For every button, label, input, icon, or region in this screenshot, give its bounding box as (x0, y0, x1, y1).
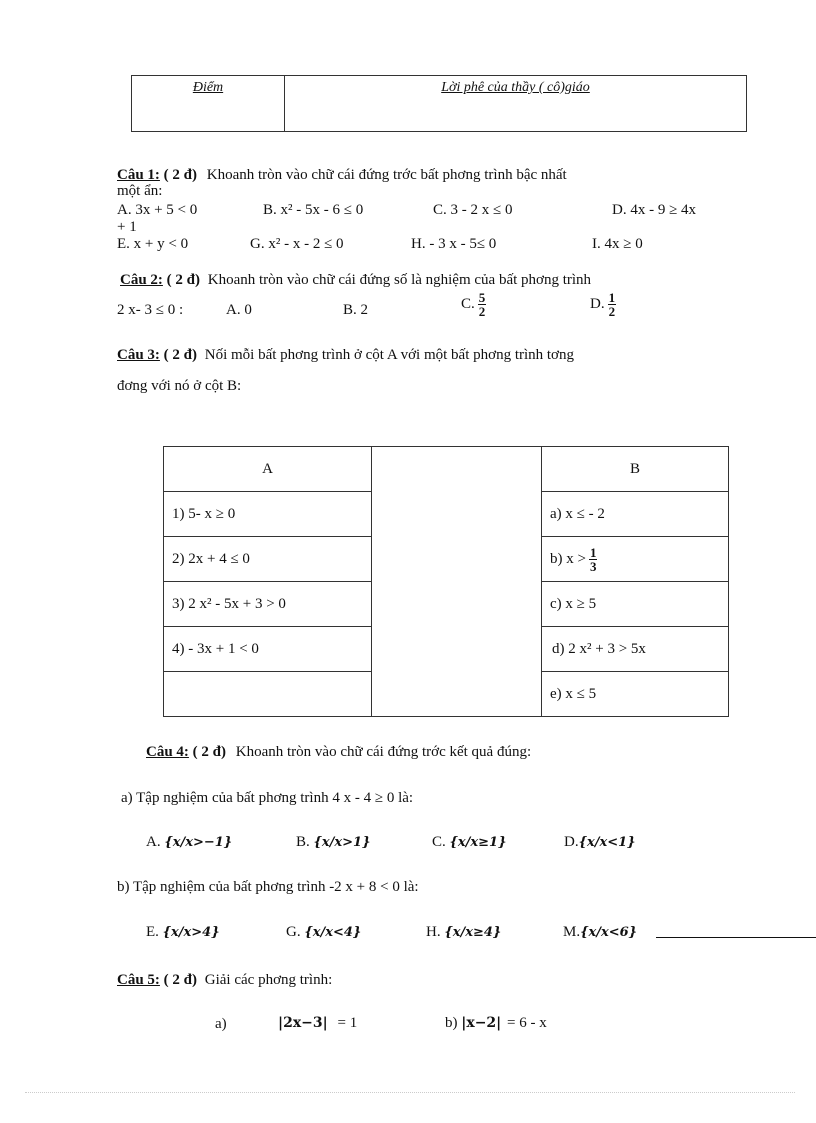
q3-heading (117, 347, 574, 364)
q5-text: Giải các phơng trình: (204, 972, 333, 988)
q3-text: Nối mỗi bất phơng trình ở cột A với một bất phơng trình tơng (204, 347, 574, 363)
q2-option-d (590, 291, 616, 318)
option-letter: A. (146, 834, 161, 850)
solution-set: {x/x>4} (162, 925, 220, 940)
q2-option-c-letter: C. (461, 295, 475, 312)
q4-heading (146, 744, 531, 761)
q4-a-option-d (564, 834, 636, 851)
option-letter: D. (564, 834, 579, 850)
q3-label: Câu 3: (117, 347, 160, 363)
q1-text: Khoanh tròn vào chữ cái đứng trớc bất phơng trình bậc nhất (206, 167, 567, 183)
q2-points: ( 2 đ) (166, 272, 201, 288)
q4-label: Câu 4: (146, 744, 189, 760)
option-letter: B. (296, 834, 310, 850)
q4-points: ( 2 đ) (192, 744, 227, 760)
q4-part-b: b) Tập nghiệm của bất phơng trình -2 x + 8 < 0 là: (117, 879, 419, 895)
solution-set: {x/x<1} (578, 835, 636, 850)
absolute-value-expression: |x−2| (461, 1015, 502, 1031)
matching-table (163, 446, 729, 717)
option-letter: M. (563, 924, 581, 940)
q4-b-option-h (426, 924, 501, 941)
q5-points: ( 2 đ) (163, 972, 198, 988)
q3-text2: đơng với nó ở cột B: (117, 378, 242, 394)
score-table (131, 75, 747, 132)
q1-option-e: E. x + y < 0 (117, 236, 189, 252)
column-a-item-2: 2) 2x + 4 ≤ 0 (164, 537, 372, 582)
q1-option-i: I. 4x ≥ 0 (592, 236, 643, 252)
solution-set: {x/x>−1} (164, 835, 233, 850)
matching-gap (372, 447, 542, 717)
fraction-denominator: 2 (608, 304, 616, 319)
q1-label: Câu 1: (117, 167, 160, 183)
q1-text2: một ẩn: (117, 183, 163, 199)
option-letter: G. (286, 924, 301, 940)
column-a-item-3: 3) 2 x² - 5x + 3 > 0 (164, 582, 372, 627)
column-a-item-1: 1) 5- x ≥ 0 (164, 492, 372, 537)
q5-part-a-equation (278, 1015, 357, 1032)
q2-option-c-fraction (478, 291, 487, 318)
q3-points: ( 2 đ) (163, 347, 198, 363)
column-b-item-b-text: b) x > (550, 550, 586, 567)
q2-label: Câu 2: (120, 272, 163, 288)
column-b-item-a: a) x ≤ - 2 (542, 492, 729, 537)
q5-part-a-label: a) (215, 1016, 227, 1032)
q1-heading (117, 167, 567, 184)
q4-part-a: a) Tập nghiệm của bất phơng trình 4 x - 4 ≥ 0 là: (121, 790, 414, 806)
q2-option-c (461, 291, 486, 318)
option-letter: H. (426, 924, 441, 940)
q1-option-h: H. - 3 x - 5≤ 0 (411, 236, 497, 252)
q1-points: ( 2 đ) (163, 167, 198, 183)
q4-text: Khoanh tròn vào chữ cái đứng trớc kết quả đúng: (235, 744, 532, 760)
column-b-item-d: d) 2 x² + 3 > 5x (542, 627, 729, 672)
q2-heading (120, 272, 591, 289)
solution-set: {x/x<4} (304, 925, 362, 940)
q2-option-b: B. 2 (343, 302, 369, 318)
fraction-denominator: 2 (478, 304, 486, 319)
option-letter: C. (432, 834, 446, 850)
q2-option-d-letter: D. (590, 295, 605, 312)
answer-line (656, 937, 816, 938)
column-b-item-b (542, 537, 729, 582)
q4-a-option-c (432, 834, 506, 851)
teacher-comment-cell: Lời phê của thầy ( cô)giáo (285, 76, 747, 132)
q1-option-d-cont: + 1 (117, 219, 137, 235)
column-b-item-b-fraction (589, 546, 598, 573)
option-letter: E. (146, 924, 159, 940)
q2-text: Khoanh tròn vào chữ cái đứng số là nghiệm của bất phơng trình (207, 272, 592, 288)
q4-b-option-m (563, 924, 637, 941)
column-b-header: B (542, 447, 729, 492)
q5-heading (117, 972, 332, 989)
score-cell: Điểm (132, 76, 285, 132)
q4-a-option-a (146, 834, 232, 851)
absolute-value-expression: |2x−3| (278, 1015, 328, 1031)
q1-option-d: D. 4x - 9 ≥ 4x (612, 202, 697, 218)
equation-rhs: = 6 - x (507, 1015, 547, 1031)
fraction-numerator: 5 (478, 290, 486, 305)
fraction-numerator: 1 (589, 544, 597, 560)
column-b-item-c: c) x ≥ 5 (542, 582, 729, 627)
page-footer-divider (25, 1092, 795, 1093)
q5-part-b-equation (445, 1015, 547, 1032)
q1-option-b: B. x² - 5x - 6 ≤ 0 (263, 202, 364, 218)
q2-inequality: 2 x- 3 ≤ 0 : (117, 302, 184, 318)
q2-option-a: A. 0 (226, 302, 252, 318)
q2-option-d-fraction (608, 291, 617, 318)
equation-rhs: = 1 (337, 1015, 358, 1031)
q4-b-option-g (286, 924, 361, 941)
q5-label: Câu 5: (117, 972, 160, 988)
column-b-item-e: e) x ≤ 5 (542, 672, 729, 717)
fraction-denominator: 3 (589, 558, 597, 574)
solution-set: {x/x≥1} (449, 835, 507, 850)
q4-a-option-b (296, 834, 370, 851)
column-a-item-5 (164, 672, 372, 717)
q5-part-b-label: b) (445, 1015, 458, 1031)
q1-option-c: C. 3 - 2 x ≤ 0 (433, 202, 513, 218)
solution-set: {x/x<6} (580, 925, 638, 940)
solution-set: {x/x>1} (313, 835, 371, 850)
q4-b-option-e (146, 924, 220, 941)
column-a-header: A (164, 447, 372, 492)
solution-set: {x/x≥4} (444, 925, 502, 940)
q1-option-g: G. x² - x - 2 ≤ 0 (250, 236, 344, 252)
fraction-numerator: 1 (608, 290, 616, 305)
q1-option-a: A. 3x + 5 < 0 (117, 202, 198, 218)
column-a-item-4: 4) - 3x + 1 < 0 (164, 627, 372, 672)
